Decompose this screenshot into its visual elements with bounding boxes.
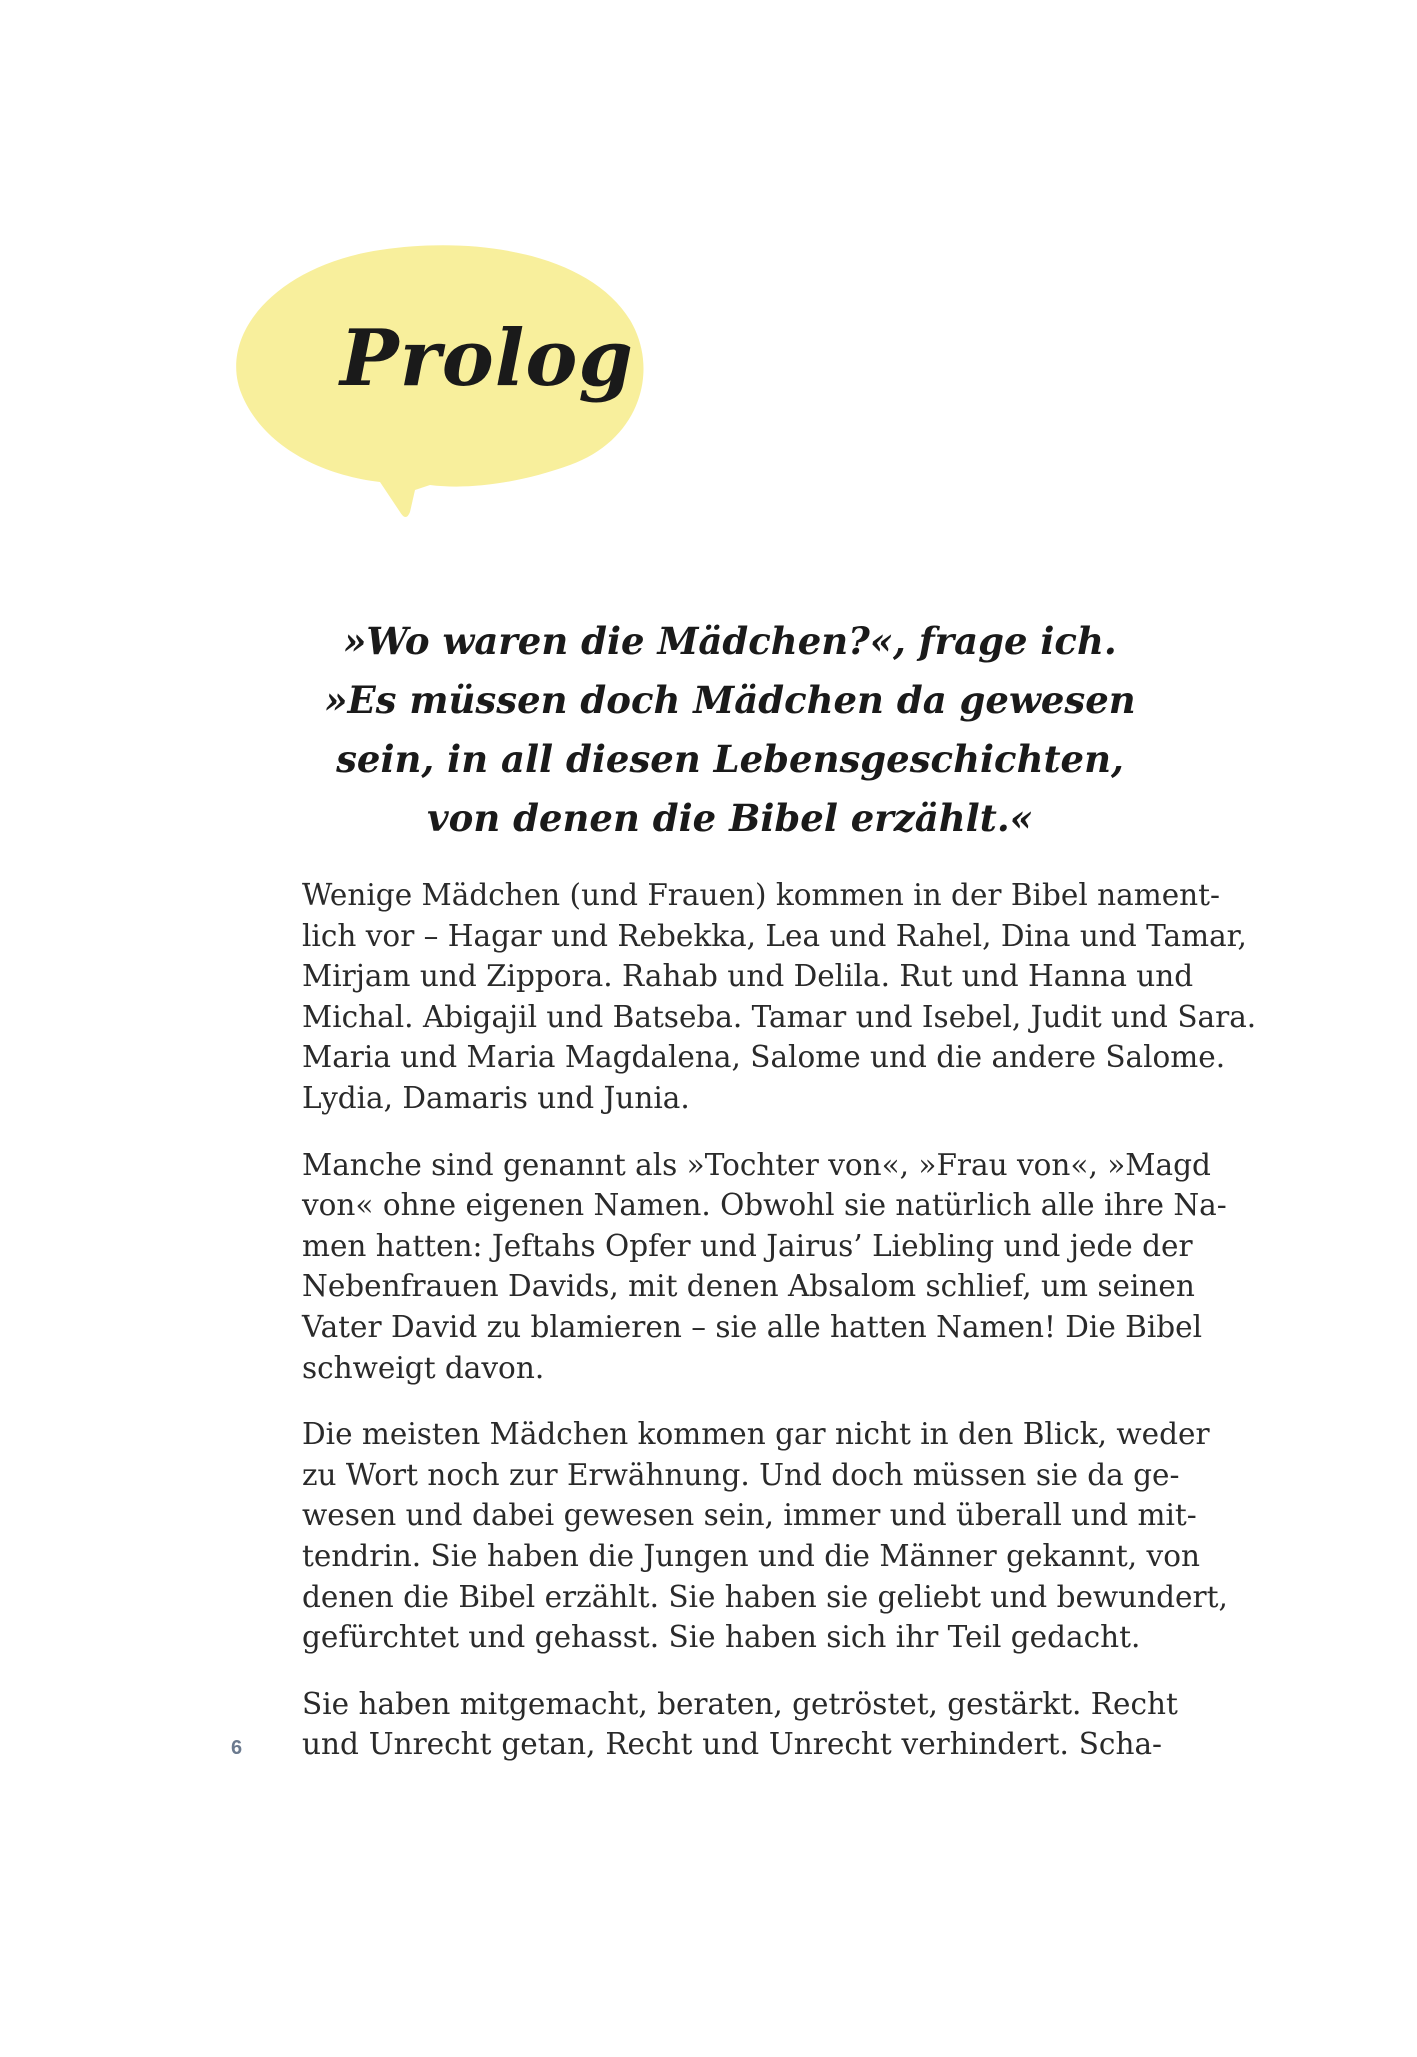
epigraph-quote [300,612,1160,848]
paragraph [302,1414,1228,1658]
text-line: Wenige Mädchen (und Frauen) kommen in der Bibel nament- [302,878,1220,912]
page-number: 6 [231,1737,243,1759]
text-line: tendrin. Sie haben die Jungen und die Männer gekannt, von [302,1538,1200,1573]
speech-bubble-icon [230,240,650,570]
text-line: gefürchtet und gehasst. Sie haben sich ihr Teil gedacht. [302,1620,1141,1655]
text-line: wesen und dabei gewesen sein, immer und überall und mit- [302,1498,1197,1533]
text-line: Die meisten Mädchen kommen gar nicht in den Blick, weder [302,1417,1210,1452]
paragraph [302,1145,1227,1389]
text-line: schweigt davon. [302,1350,545,1385]
body-text [302,875,1257,1791]
epigraph-line: sein, in all diesen Lebensgeschichten, [336,737,1124,781]
text-line: denen die Bibel erzählt. Sie haben sie geliebt und bewundert, [302,1579,1228,1614]
text-line: Maria und Maria Magdalena, Salome und die andere Salome. [302,1040,1226,1075]
text-line: Mirjam und Zippora. Rahab und Delila. Rut und Hanna und [302,959,1194,994]
text-line: Nebenfrauen Davids, mit denen Absalom schlief, um seinen [302,1269,1195,1304]
text-line: Manche sind genannt als »Tochter von«, »Frau von«, »Magd [302,1147,1211,1182]
text-line: und Unrecht getan, Recht und Unrecht verhindert. Scha- [302,1727,1162,1762]
paragraph [302,875,1257,1119]
paragraph [302,1684,1178,1765]
epigraph-line: »Es müssen doch Mädchen da gewesen [324,678,1136,722]
text-line: men hatten: Jeftahs Opfer und Jairus’ Liebling und jede der [302,1228,1193,1263]
chapter-title: Prolog [340,313,634,404]
text-line: zu Wort noch zur Erwähnung. Und doch müssen sie da ge- [302,1457,1180,1492]
epigraph-line: von denen die Bibel erzählt.« [427,796,1033,840]
text-line: Sie haben mitgemacht, beraten, getröstet, gestärkt. Recht [302,1686,1178,1721]
text-line: Vater David zu blamieren – sie alle hatten Namen! Die Bibel [302,1309,1203,1344]
text-line: von« ohne eigenen Namen. Obwohl sie natürlich alle ihre Na- [302,1188,1227,1223]
text-line: Michal. Abigajil und Batseba. Tamar und Isebel, Judit und Sara. [302,999,1257,1034]
text-line: Lydia, Damaris und Junia. [302,1080,690,1115]
text-line: lich vor – Hagar und Rebekka, Lea und Rahel, Dina und Tamar, [302,918,1247,953]
epigraph-line: »Wo waren die Mädchen?«, frage ich. [343,619,1117,663]
